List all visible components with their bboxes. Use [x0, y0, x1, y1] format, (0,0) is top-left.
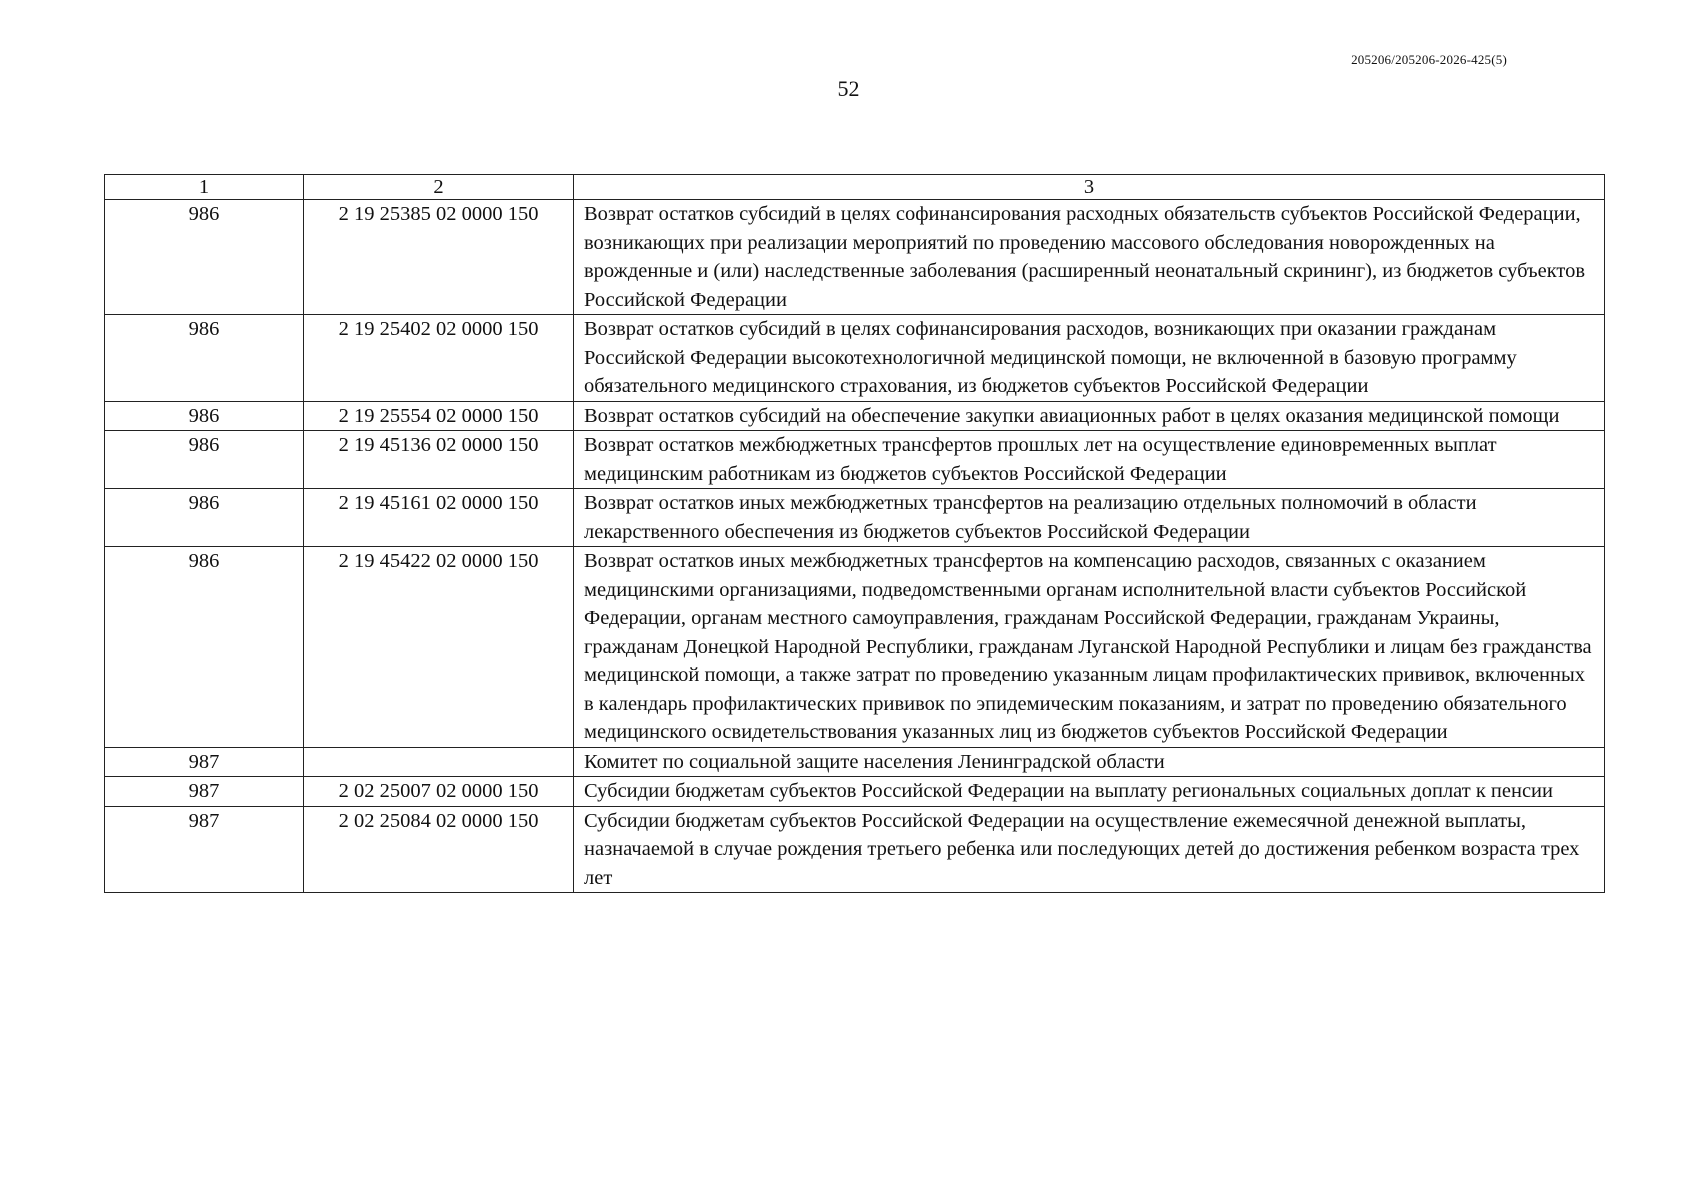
description-cell: Возврат остатков субсидий в целях софинансирования расходных обязательств субъектов Российской Федерации, возникающих при реализации мероприятий по проведению массового обследования новорожденных на врожденные и (или) наследственные заболевания (расширенный неонатальный скрининг), из бюджетов субъектов Российской Федерации — [574, 200, 1605, 315]
budget-code-cell: 2 19 25385 02 0000 150 — [304, 200, 574, 315]
column-header-1: 1 — [105, 175, 304, 200]
table-row — [105, 806, 1605, 893]
description-cell: Возврат остатков субсидий на обеспечение закупки авиационных работ в целях оказания медицинской помощи — [574, 401, 1605, 431]
document-id: 205206/205206-2026-425(5) — [1351, 52, 1507, 67]
table-row — [105, 777, 1605, 807]
budget-code-cell: 2 02 25007 02 0000 150 — [304, 777, 574, 807]
description-cell: Возврат остатков субсидий в целях софинансирования расходов, возникающих при оказании гражданам Российской Федерации высокотехнологичной медицинской помощи, не включенной в базовую программу обязательного медицинского страхования, из бюджетов субъектов Российской Федерации — [574, 315, 1605, 402]
column-header-2: 2 — [304, 175, 574, 200]
page-number: 52 — [837, 76, 860, 101]
admin-code-cell: 986 — [105, 489, 304, 547]
budget-code-cell: 2 19 45161 02 0000 150 — [304, 489, 574, 547]
description-cell: Субсидии бюджетам субъектов Российской Федерации на осуществление ежемесячной денежной выплаты, назначаемой в случае рождения третьего ребенка или последующих детей до достижения ребенком возраста трех лет — [574, 806, 1605, 893]
table-row — [105, 747, 1605, 777]
table-row — [105, 200, 1605, 315]
budget-code-cell: 2 19 25554 02 0000 150 — [304, 401, 574, 431]
table-row — [105, 315, 1605, 402]
budget-code-cell: 2 02 25084 02 0000 150 — [304, 806, 574, 893]
admin-code-cell: 986 — [105, 315, 304, 402]
admin-code-cell: 987 — [105, 806, 304, 893]
table-row — [105, 547, 1605, 748]
column-header-3: 3 — [574, 175, 1605, 200]
admin-code-cell: 987 — [105, 747, 304, 777]
description-cell: Возврат остатков иных межбюджетных трансфертов на реализацию отдельных полномочий в области лекарственного обеспечения из бюджетов субъектов Российской Федерации — [574, 489, 1605, 547]
admin-code-cell: 986 — [105, 401, 304, 431]
table-row — [105, 401, 1605, 431]
description-cell: Возврат остатков иных межбюджетных трансфертов на компенсацию расходов, связанных с оказанием медицинскими организациями, подведомственными органам исполнительной власти субъектов Российской Федерации, органам местного самоуправления, гражданам Российской Федерации, гражданам Украины, гражданам Донецкой Народной Республики, гражданам Луганской Народной Республики и лицам без гражданства медицинской помощи, а также затрат по проведению указанным лицам профилактических прививок, включенных в календарь профилактических прививок по эпидемическим показаниям, и затрат по проведению обязательного медицинского освидетельствования указанных лиц из бюджетов субъектов Российской Федерации — [574, 547, 1605, 748]
admin-code-cell: 986 — [105, 431, 304, 489]
budget-code-cell — [304, 747, 574, 777]
budget-code-cell: 2 19 45136 02 0000 150 — [304, 431, 574, 489]
admin-code-cell: 987 — [105, 777, 304, 807]
table-header-row — [105, 175, 1605, 200]
budget-code-cell: 2 19 45422 02 0000 150 — [304, 547, 574, 748]
budget-codes-table — [104, 174, 1605, 893]
description-cell: Возврат остатков межбюджетных трансфертов прошлых лет на осуществление единовременных выплат медицинским работникам из бюджетов субъектов Российской Федерации — [574, 431, 1605, 489]
description-cell: Субсидии бюджетам субъектов Российской Федерации на выплату региональных социальных доплат к пенсии — [574, 777, 1605, 807]
budget-code-cell: 2 19 25402 02 0000 150 — [304, 315, 574, 402]
description-cell: Комитет по социальной защите населения Ленинградской области — [574, 747, 1605, 777]
table-row — [105, 431, 1605, 489]
admin-code-cell: 986 — [105, 200, 304, 315]
table-row — [105, 489, 1605, 547]
admin-code-cell: 986 — [105, 547, 304, 748]
